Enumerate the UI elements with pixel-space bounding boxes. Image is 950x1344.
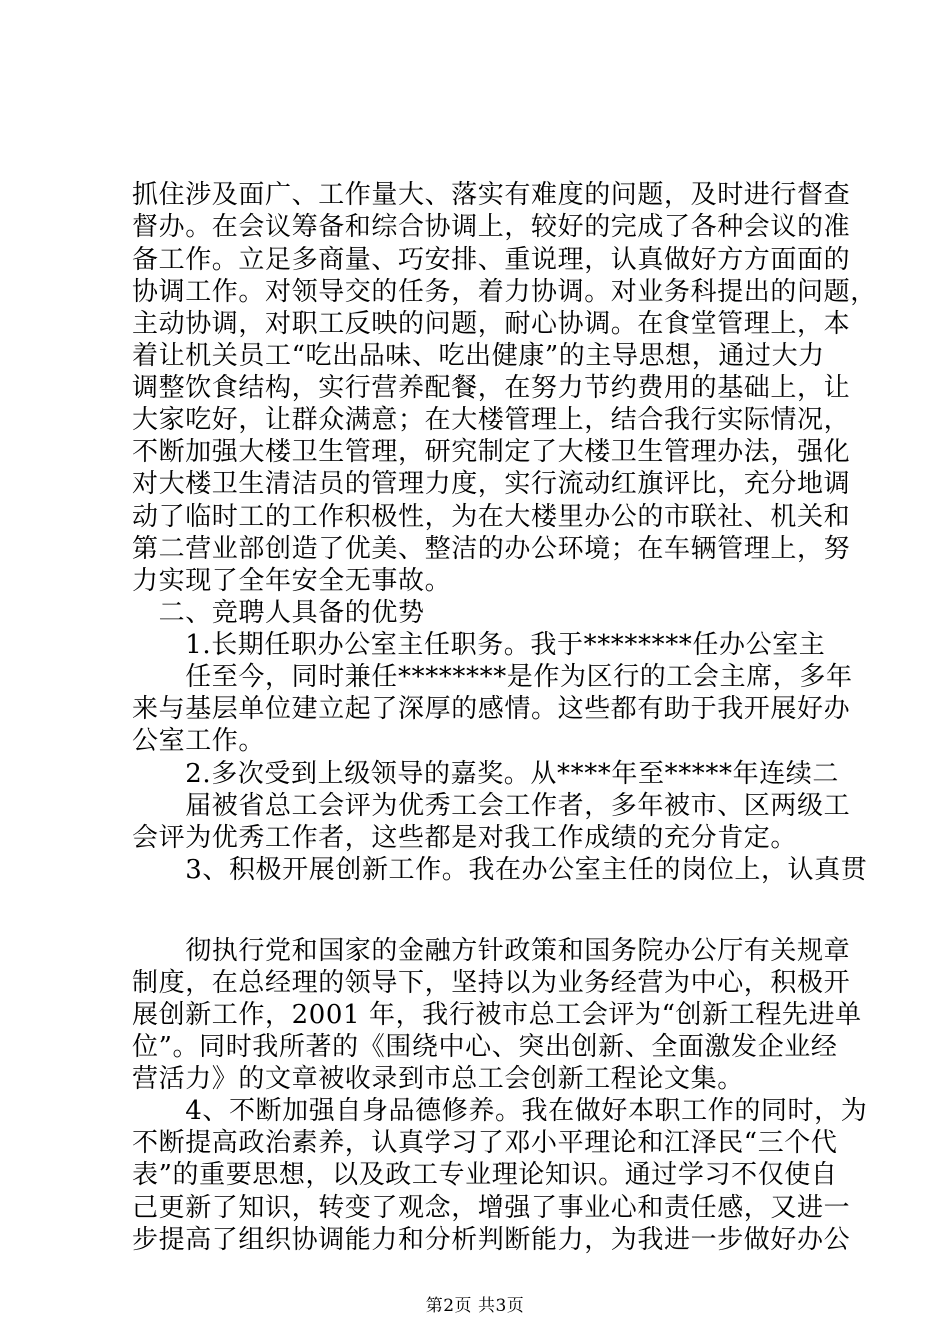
body-text-line: 对大楼卫生清洁员的管理力度，实行流动红旗评比，充分地调	[132, 469, 851, 499]
body-text-line: 届被省总工会评为优秀工会工作者，多年被市、区两级工	[132, 791, 851, 821]
body-text-line: 2.多次受到上级领导的嘉奖。从****年至*****年连续二	[132, 759, 840, 789]
body-text-line: 己更新了知识，转变了观念，增强了事业心和责任感，又进一	[132, 1193, 851, 1223]
body-text-line: 制度，在总经理的领导下，坚持以为业务经营为中心，积极开	[132, 968, 851, 998]
body-text-line: 位”。同时我所著的《围绕中心、突出创新、全面激发企业经	[132, 1032, 838, 1062]
body-text-line: 营活力》的文章被收录到市总工会创新工程论文集。	[132, 1064, 744, 1094]
body-text-line: 公室工作。	[132, 726, 266, 756]
body-text-line: 步提高了组织协调能力和分析判断能力，为我进一步做好办公	[132, 1225, 851, 1255]
body-text-line: 第二营业部创造了优美、整洁的办公环境；在车辆管理上，努	[132, 534, 851, 564]
body-text-line: 大家吃好，让群众满意；在大楼管理上，结合我行实际情况，	[132, 405, 851, 435]
body-text-line: 来与基层单位建立起了深厚的感情。这些都有助于我开展好办	[132, 694, 851, 724]
body-text-line: 督办。在会议筹备和综合协调上，较好的完成了各种会议的准	[132, 212, 851, 242]
body-text-line: 动了临时工的工作积极性，为在大楼里办公的市联社、机关和	[132, 502, 851, 532]
body-text-line: 彻执行党和国家的金融方针政策和国务院办公厅有关规章	[132, 936, 851, 966]
body-text-line: 展创新工作，2001 年，我行被市总工会评为“创新工程先进单	[132, 1000, 862, 1030]
body-text-line: 4、不断加强自身品德修养。我在做好本职工作的同时，为	[132, 1096, 868, 1126]
body-text-line: 任至今，同时兼任********是作为区行的工会主席，多年	[132, 662, 853, 692]
body-text-line: 抓住涉及面广、工作量大、落实有难度的问题，及时进行督查	[132, 180, 851, 210]
body-text-line: 不断加强大楼卫生管理，研究制定了大楼卫生管理办法，强化	[132, 437, 851, 467]
body-text-line: 会评为优秀工作者，这些都是对我工作成绩的充分肯定。	[132, 823, 798, 853]
section-heading: 二、竞聘人具备的优势	[132, 598, 425, 628]
body-text-line: 3、积极开展创新工作。我在办公室主任的岗位上，认真贯	[132, 855, 868, 885]
body-text-line: 主动协调，对职工反映的问题，耐心协调。在食堂管理上，本	[132, 309, 851, 339]
body-text-line: 协调工作。对领导交的任务，着力协调。对业务科提出的问题，	[132, 277, 877, 307]
body-text-line: 备工作。立足多商量、巧安排、重说理，认真做好方方面面的	[132, 245, 851, 275]
body-text-line: 力实现了全年安全无事故。	[132, 566, 452, 596]
body-text-line: 调整饮食结构，实行营养配餐，在努力节约费用的基础上，让	[132, 373, 851, 403]
page-footer: 第2页 共3页	[425, 1296, 525, 1316]
body-text-line: 不断提高政治素养，认真学习了邓小平理论和江泽民“三个代	[132, 1128, 838, 1158]
body-text-line: 表”的重要思想，以及政工专业理论知识。通过学习不仅使自	[132, 1160, 838, 1190]
body-text-line: 着让机关员工“吃出品味、吃出健康”的主导思想，通过大力	[132, 341, 825, 371]
body-text-line: 1.长期任职办公室主任职务。我于********任办公室主	[132, 630, 826, 660]
